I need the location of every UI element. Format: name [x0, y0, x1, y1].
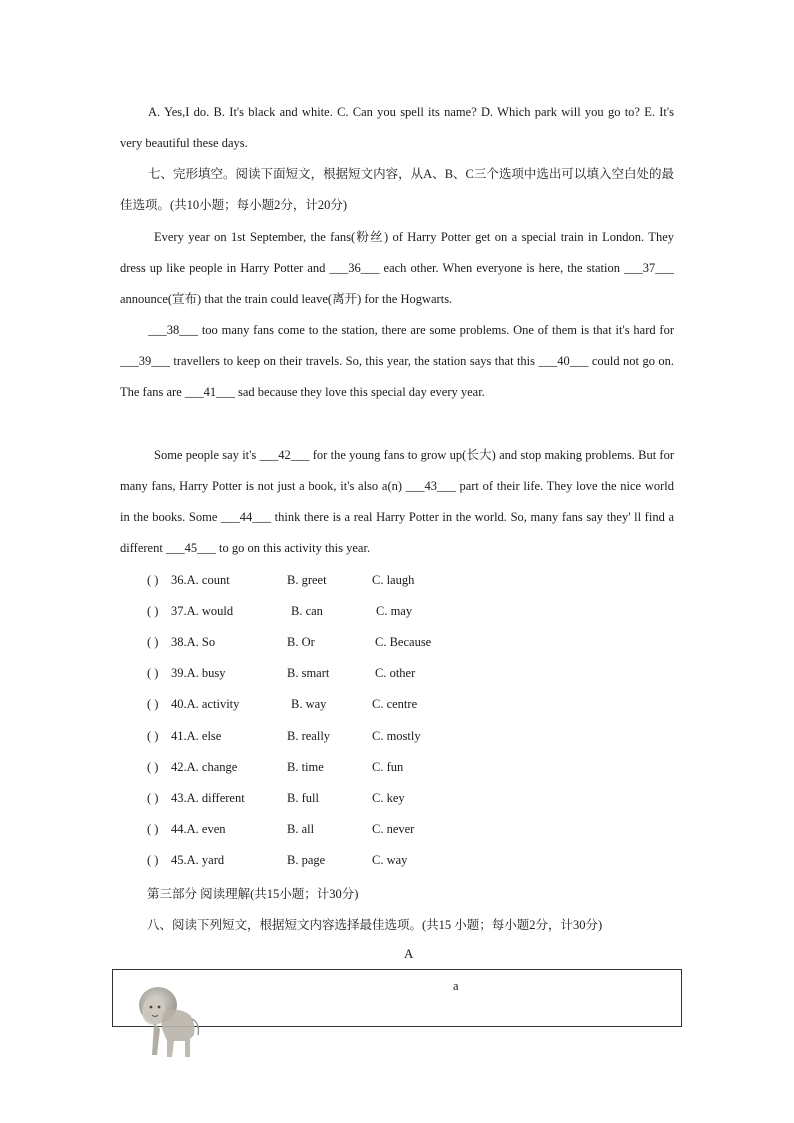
answer-blank[interactable]: ( ): [147, 573, 159, 587]
answer-blank[interactable]: ( ): [147, 853, 159, 867]
option-b: B. all: [287, 822, 315, 836]
option-c: C. mostly: [372, 729, 421, 743]
section-8-instruction: 八、阅读下列短文，根据短文内容选择最佳选项。(共15 小题；每小题2分，计30分): [147, 918, 603, 932]
question-number-option-a: 38.A. So: [171, 635, 216, 649]
option-b: B. Or: [287, 635, 315, 649]
option-c: C. way: [372, 853, 408, 867]
option-b: B. page: [287, 853, 326, 867]
answer-blank[interactable]: ( ): [147, 666, 159, 680]
option-b: B. smart: [287, 666, 330, 680]
question-number-option-a: 45.A. yard: [171, 853, 225, 867]
answer-blank[interactable]: ( ): [147, 760, 159, 774]
answer-blank[interactable]: ( ): [147, 697, 159, 711]
passage-paragraph-1: Every year on 1st September, the fans(粉丝) of Harry Potter get on a special train in London. They dress up like people in Harry Potter and ___36___ each other. When everyone is here, the station ___37___ announce(宣布) that the train could leave(离开) for the Hogwarts.: [120, 230, 674, 306]
box-text: a: [453, 979, 459, 993]
question-number-option-a: 40.A. activity: [171, 697, 240, 711]
option-c: C. key: [372, 791, 405, 805]
part-3-title: 第三部分 阅读理解(共15小题；计30分): [147, 887, 359, 901]
option-b: B. way: [291, 697, 327, 711]
option-b: B. really: [287, 729, 331, 743]
question-number-option-a: 44.A. even: [171, 822, 226, 836]
answer-blank[interactable]: ( ): [147, 729, 159, 743]
answer-blank[interactable]: ( ): [147, 635, 159, 649]
option-c: C. never: [372, 822, 415, 836]
answer-blank[interactable]: ( ): [147, 604, 159, 618]
answer-blank[interactable]: ( ): [147, 791, 159, 805]
intro-options-text: A. Yes,I do. B. It's black and white. C. Can you spell its name? D. Which park will you go to? E. It's very beautiful these days.: [120, 105, 674, 150]
option-b: B. greet: [287, 573, 327, 587]
option-c: C. laugh: [372, 573, 415, 587]
option-c: C. may: [376, 604, 413, 618]
option-c: C. Because: [375, 635, 432, 649]
option-b: B. time: [287, 760, 324, 774]
option-c: C. other: [375, 666, 416, 680]
question-number-option-a: 43.A. different: [171, 791, 245, 805]
option-b: B. can: [291, 604, 323, 618]
option-b: B. full: [287, 791, 319, 805]
question-number-option-a: 37.A. would: [171, 604, 234, 618]
passage-a-label: A: [404, 946, 414, 961]
passage-paragraph-2: ___38___ too many fans come to the station, there are some problems. One of them is that it's hard for ___39___ travellers to keep on their travels. So, this year, the station says that this ___40___ could not go on. The fans are ___41___ sad because they love this special day every year.: [120, 323, 674, 399]
question-number-option-a: 42.A. change: [171, 760, 238, 774]
section-7-instruction: 七、完形填空。阅读下面短文，根据短文内容，从A、B、C三个选项中选出可以填入空白处的最佳选项。(共10小题；每小题2分，计20分): [120, 167, 674, 212]
option-c: C. centre: [372, 697, 418, 711]
question-number-option-a: 41.A. else: [171, 729, 222, 743]
lion-icon: [134, 985, 200, 1063]
question-number-option-a: 36.A. count: [171, 573, 230, 587]
answer-blank[interactable]: ( ): [147, 822, 159, 836]
passage-paragraph-3: Some people say it's ___42___ for the young fans to grow up(长大) and stop making problems. But for many fans, Harry Potter is not just a book, it's also a(n) ___43___ part of their life. They love the nice world in the books. Some ___44___ think there is a real Harry Potter in the world. So, many fans say they' ll find a different ___45___ to go on this activity this year.: [120, 448, 674, 555]
question-number-option-a: 39.A. busy: [171, 666, 226, 680]
option-c: C. fun: [372, 760, 404, 774]
